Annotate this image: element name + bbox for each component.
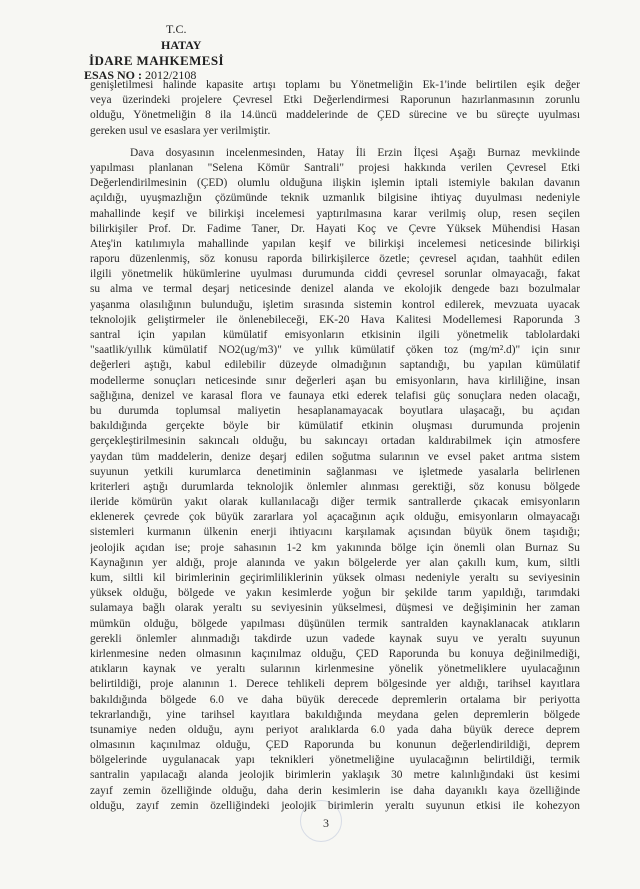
text-line: gereken usul ve esaslara yer verilmiştir. [90,124,271,137]
paragraph-gap [90,139,580,146]
text-line: olduğu, zayıf zemin özelliğindeki jeolojik birimlerin yeraltı suyunun etkisi ile kohezyon [90,799,580,812]
text-line: yaşanma olasılığının bulunduğu, işletim sırasında sistemin kontrol edilerek, mevzuata uyacak [90,298,580,311]
page-number: 3 [323,816,329,830]
text-line: tsunamiye neden olduğu, aynı periyot aralıklarda 6.0 yada daha büyük derece deprem [90,723,580,736]
text-line: yapılması planlanan "Selena Kömür Santrali" projesi hakkında verilen Çevresel Etki [90,161,580,174]
text-line: eklenerek çevrede çok büyük zararlara yol açacağının açık olduğu, emisyonların olmayacağı [90,511,580,524]
body-text [90,78,580,829]
text-line: olduğu, Yönetmeliğin 8 ila 14.üncü maddelerinde de ÇED sürecine ve bu süreçte uyulması [90,109,580,122]
text-line: Kaynağının yer aldığı, proje alanında ve yakın bölgelerde yer alan çakıllı kum, kum, siltli [90,556,580,569]
text-line: bakıldığında bölgede 6.0 ve daha büyük derecede depremlerin ortalama bir periyotta [90,693,580,706]
text-line: "saatlik/yıllık kümülatif NO2(ug/m3)" ve yıllık kümülatif çöken toz (mg/m².d)" için sınır [90,344,580,357]
text-line: sistemleri kurmanın ülkenin enerji ihtiyacını karşılamak açısından büyük önem taşıdığı; [90,526,580,539]
text-line: Değerlendirilmesinin (ÇED) olumlu olduğuna ilişkin işlemin iptali istemiyle bakılan davanın [90,177,580,190]
text-line: açıldığı, uyuşmazlığın çözümünde teknik uzmanlık bilgisine ihtiyaç duyulması nedeniyle [90,192,580,205]
text-line: veya üzerindeki projelere Çevresel Etki Değerlendirmesi Raporunun hazırlanmasının zorunlu [90,94,580,107]
header-court-name: İDARE MAHKEMESİ [89,53,224,68]
text-line: suyunun yetkili kurumlarca denetiminin sağlanması ve işletmede yasalarla belirlenen [90,465,580,478]
text-line: gerekli önlemler alınmadığı takdirde uzun vadede kaynak suyu ve yeraltı suyunun [90,632,580,645]
header-tc: T.C. [166,22,187,36]
text-line: bu durumda toplumsal maliyetin hesaplanamayacak boyutlara ulaşacağı, bu açıdan [90,404,580,417]
text-line: ileride kömürün yakıt olarak kullanılacağı diğer termik santrallerde çıkacak emisyonların [90,496,580,509]
text-line: raporu düzenlenmiş, söz konusu raporda bilirkişilerce özetle; çevresel açıdan, taahhüt edilen [90,253,580,266]
text-line: kirlenmesine neden olmasının kaçınılmaz olduğu, ÇED Raporunda bu konuya değinilmediği, [90,647,580,660]
text-line: tekrarlandığı, yine tarihsel kayıtlara bakıldığında meydana gelen depremlerin bölgede [90,708,580,721]
text-line: yüksek olduğu, bölgede ve yakın kesimlerde yoğun bir şekilde tarım yapıldığı, tarımdaki [90,587,580,600]
text-line: belirtildiği, proje alanının 1. Derece tehlikeli deprem bölgesinde yer aldığı, tarihsel kayıtlara [90,678,580,691]
text-line: bilirkişiler Prof. Dr. Fadime Taner, Dr. Hayati Koç ve Çevre Yüksek Mühendisi Hasan [90,222,580,235]
text-line: zayıf zemin özelliğinde olduğu, daha derin kesimlerin ise daha dayanıklı kaya özelliğinde [90,784,580,797]
text-line: Ateş'in katılımıyla mahallinde yapılan keşif ve bilirkişi incelemesi neticesinde bilirkişi [90,237,580,250]
text-line: su alma ve termal deşarj neticesinde denizel alanda ve ekolojik dengede bazı bozulmalar [90,283,580,296]
text-line: santral için yapılan kümülatif emisyonların etkisinin ilgili yönetmelik tablolardaki [90,329,580,341]
text-line: kum, siltli kil birimlerinin geçirimliliklerinin yüksek olması nedeniyle yeraltı su seviyesinin [90,572,580,584]
text-line: mahallinde keşif ve bilirkişi incelemesi yaptırılmasına karar verilmiş olup, resen seçilen [90,207,580,220]
text-line: olmasının kaçınılmaz olduğu, ÇED Raporunda bu konunun değerlendirildiği, deprem [90,739,580,752]
text-line: atıkların kaynak ve yeraltı sularının kirlenmesine yönelik yönetmeliklere uyulacağının [90,663,580,676]
text-line: ilgili yönetmelik hükümlerine uyulması durumunda ciddi çevresel sorunlar olmayacağı, fakat [90,268,580,281]
text-line: sulamaya bağlı olarak yeraltı su seviyesinin yükselmesi, düşmesi ve değişiminin her zaman [90,602,580,615]
text-line: jeolojik açıdan ise; proje sahasının 1-2 km yakınında bölge için önemli olan Burnaz Su [90,541,580,554]
text-line: genişletilmesi halinde kapasite artışı toplamı bu Yönetmeliğin Ek-1'inde belirtilen eşik değer [90,79,580,91]
text-line: Dava dosyasının incelenmesinden, Hatay İli Erzin İlçesi Aşağı Burnaz mevkiinde [130,146,580,159]
text-line: yaydan tüm maddelerin, denize deşarj edilen soğutma sularının ve evsel paket arıtma sistem [90,450,580,463]
text-line: modellerme sonuçları neticesinde sınır değerleri aşan bu emisyonların, hava kirliliğine, insan [90,374,580,387]
text-line: bölgelerinde uygulanacak yapı teknikleri yönetmeliğine uyulacağının belirtildiği, termik [90,754,580,767]
header-city: HATAY [161,38,202,52]
text-line: gerçekleştirilmesinin sakıncalı olduğu, bu sakıncayı ortadan kaldırabilmek için atmosfere [90,435,580,448]
text-line: sağlığına, denizel ve karasal flora ve faunaya etki ederek telafisi güç sonuçlara neden olacağı, [90,389,580,402]
faint-seal-stamp [300,800,342,842]
case-number-label: ESAS NO : [84,68,143,82]
case-number-value: 2012/2108 [145,68,197,82]
text-line: mümkün olduğu, bölgede yapılması düşünülen termik santralden kaynaklanacak atıkların [90,617,580,630]
text-line: kriterleri aştığı durumlarda teknolojik önlemler alınması gerektiği, söz konusu bölgede [90,480,580,493]
text-line: bakıldığında gerçekte böyle bir kümülatif etkinin oluşması durumunda projenin [90,420,580,433]
text-line: teknolojik geliştirmeler ile önlenebileceği, EK-20 Hava Kalitesi Modellemesi Raporunda 3 [90,313,580,326]
text-line: santralin yapılacağı alanda jeolojik birimlerin yaklaşık 30 metre kalınlığındaki üst kesimi [90,769,580,782]
text-line: değerleri aştığı, kabul edilebilir düzeyde olmadığının saptandığı, bu yapılan kümülatif [90,359,580,372]
